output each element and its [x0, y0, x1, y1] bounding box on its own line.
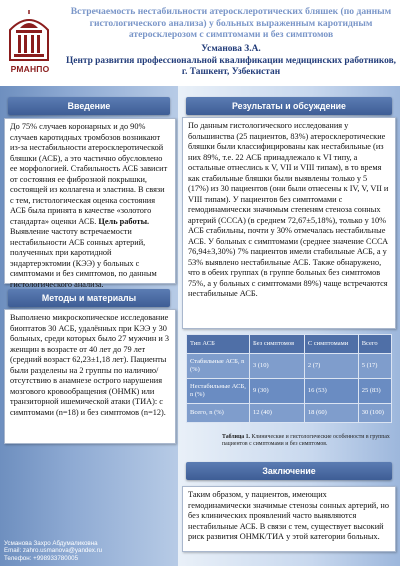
- methods-text: Выполнено микроскопическое исследование биоптатов 30 АСБ, удалённых при КЭЭ у 30 больных, среди которых было 27 мужчин и 3 женщин в возрасте от 40 лет до 79 лет (средний возраст 62,23±1,18 лет). Пациенты были разделены на 2 группы по наличию/отсутствию в анамнезе острого нарушения мозгового кровообращения (ОНМК) или транзиторной ишемической атаки (ТИА): с симптомами (n=18) и без симптомов (n=12).: [10, 313, 170, 417]
- table-row: [187, 354, 392, 379]
- table-row-header: Нестабильные АСБ, n (%): [187, 379, 250, 404]
- contact-email[interactable]: Email: zahro.usmanova@yandex.ru: [4, 547, 103, 555]
- poster-header: [0, 0, 400, 86]
- table-header-row: [187, 335, 392, 354]
- logo-caption: РМАНПО: [10, 64, 50, 74]
- contact-info: [4, 540, 176, 562]
- table-cell: 25 (83): [358, 379, 391, 404]
- table-cell: 16 (53): [304, 379, 358, 404]
- table-header-cell: С симптомами: [304, 335, 358, 354]
- contact-phone: Телефон: +998933780005: [4, 554, 79, 562]
- table-cell: 2 (7): [304, 354, 358, 379]
- intro-text: До 75% случаев коронарных и до 90% случаев каротидных тромбозов возникают из-за нестабильности атеросклеротической бляшки (АСБ), а это частично обусловлено ее морфологией. Стабильность АСБ зависит от состояния ее фиброзной покрышки, состоящей из коллагена и эластина. В связи с тем, гистологическая оценка состояния АСБ была принята в качестве «золотого стандарта» оценки АСБ.: [10, 122, 168, 226]
- table-cell: 18 (60): [304, 404, 358, 423]
- table-cell: 3 (10): [250, 354, 305, 379]
- table-cell: 12 (40): [250, 404, 305, 423]
- conclusion-box: [182, 486, 396, 552]
- table-row-header: Стабильные АСБ, n (%): [187, 354, 250, 379]
- table-caption: [222, 434, 394, 448]
- intro-box: [4, 118, 176, 289]
- table-row: [187, 379, 392, 404]
- author-name: Усманова З.А.: [201, 44, 261, 54]
- results-box: [182, 117, 396, 329]
- table-caption-text: Клинические и гистологические особенности в группах пациентов с симптомами и без симптомов.: [222, 434, 390, 447]
- table-header-cell: Тип АСБ: [187, 335, 250, 354]
- table-cell: 30 (100): [358, 404, 391, 423]
- contact-name: Усманова Захро Абдумаликовна: [4, 540, 98, 547]
- institution-building-logo-icon: [6, 8, 52, 64]
- table-row: [187, 404, 392, 423]
- results-text: По данным гистологического исследования у большинства (25 пациентов, 83%) атеросклеротические бляшки были классифицированы как нестабильные (из них 89%, т.е. 22 АСБ принадлежало к VI типу, а остальные отнеслись к V, VII и VIII типам), в то время как стабильные бляшки были выявлены только у 5 (17%) из 30 пациентов (они были отнесены к IV, V, VII и VIII типам). У пациентов без симптомами с гемодинамически значимым степеням стеноза сонных артерий (СССА) (в среднем 72,67±5,18%), только у 10% АСБ стабильны, почти у 30% отмечалась нестабильные АСБ. У больных с симптомами (среднее значение СССА 76,94±3,30%) 7% пациентов имели стабильные АСБ, а у 53% выявлено нестабильные АСБ. Также обнаружено, что в обеих группах (в группе больных без симптомов 75%, а у больных с симптомами 89%) чаще встречаются нестабильные АСБ.: [188, 121, 389, 298]
- table-cell: 5 (17): [358, 354, 391, 379]
- results-heading: Результаты и обсуждение: [186, 97, 392, 115]
- conclusion-text: Таким образом, у пациентов, имеющих гемодинамически значимые стенозы сонных артерий, но без клинических проявлений часто выявляются нестабильные АСБ. В связи с тем, существует высокий риск развития ОНМК/ТИА у этой категории больных.: [188, 490, 389, 541]
- table-caption-label: Таблица 1.: [222, 434, 251, 440]
- aim-label: Цель работы.: [98, 216, 150, 226]
- results-table: [186, 334, 392, 423]
- table-cell: 9 (30): [250, 379, 305, 404]
- aim-text: Выявление частоту встречаемости нестабильности АСБ сонных артерий, полученных при каротидной эндартерэктомии (КЭЭ) у больных с симптомами и без симптомов, по данным гистологического анализа.: [10, 227, 157, 289]
- table-header-cell: Без симптомов: [250, 335, 305, 354]
- poster-authors: [66, 44, 396, 79]
- methods-heading: Методы и материалы: [8, 289, 170, 307]
- intro-heading: Введение: [8, 97, 170, 115]
- methods-box: [4, 309, 176, 444]
- conclusion-heading: Заключение: [186, 462, 392, 480]
- author-affiliation: Центр развития профессиональной квалификации медицинских работников, г. Ташкент, Узбекистан: [66, 55, 397, 77]
- table-row-header: Всего, n (%): [187, 404, 250, 423]
- poster-title: Встречаемость нестабильности атеросклеротических бляшек (по данным гистологического анализа) у больных выраженным каротидным атеросклерозом с симптомами и без симптомов: [70, 6, 392, 40]
- table-header-cell: Всего: [358, 335, 391, 354]
